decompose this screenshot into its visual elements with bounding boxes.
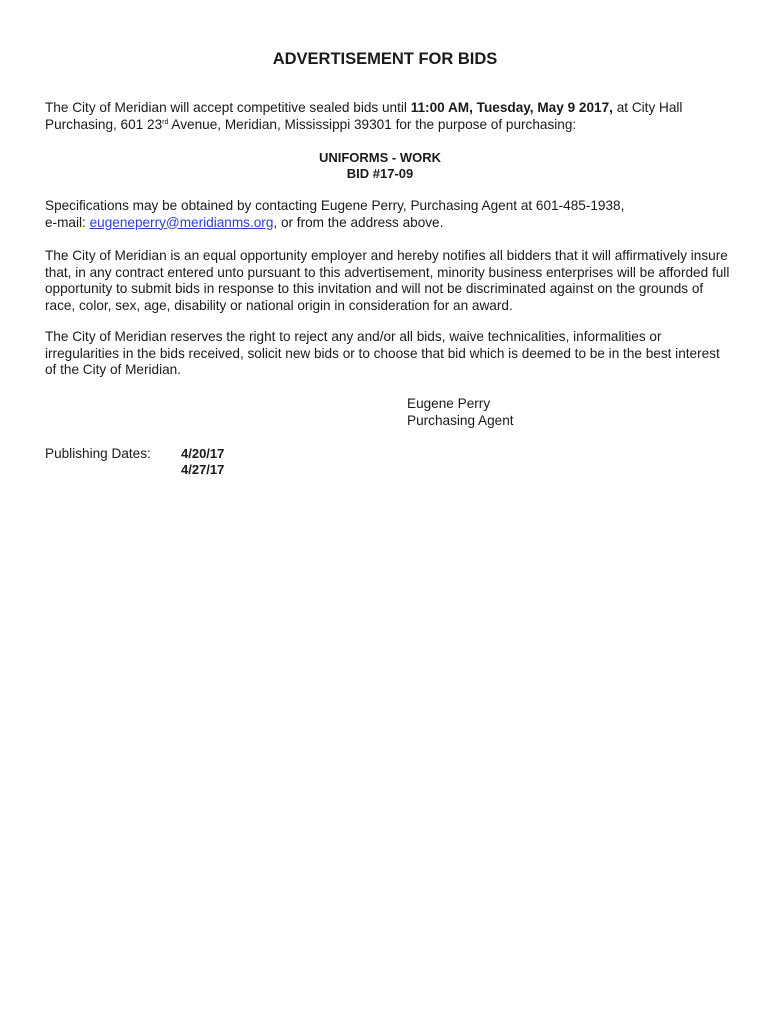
- intro-paragraph: [45, 100, 730, 133]
- publishing-date: 4/27/17: [181, 462, 225, 477]
- email-line: [45, 215, 730, 232]
- equal-opportunity-paragraph: The City of Meridian is an equal opportunity employer and hereby notifies all bidders that it will affirmatively insure that, in any contract entered unto pursuant to this advertisement, minority business enterprises will be afforded full opportunity to submit bids in response to this invitation and will not be discriminated against on the grounds of race, color, sex, age, disability or national origin in consideration for an award.: [45, 248, 730, 313]
- signature-title: Purchasing Agent: [407, 413, 514, 428]
- email-suffix: , or from the address above.: [273, 214, 444, 230]
- email-prefix: e-mail:: [45, 214, 90, 230]
- item-name: UNIFORMS - WORK: [318, 150, 442, 165]
- intro-text-mid: at City Hall Purchasing, 601 23: [45, 100, 683, 132]
- ordinal-suffix: rd: [162, 118, 169, 126]
- publishing-dates-label: Publishing Dates:: [45, 446, 151, 461]
- bid-deadline: 11:00 AM, Tuesday, May 9 2017,: [410, 100, 613, 115]
- intro-text-after: Avenue, Meridian, Mississippi 39301 for the purpose of purchasing:: [168, 116, 577, 132]
- bid-number: BID #17-09: [346, 166, 414, 181]
- publishing-date: 4/20/17: [181, 446, 225, 461]
- reservation-paragraph: The City of Meridian reserves the right to reject any and/or all bids, waive technicalities, informalities or irregularities in the bids received, solicit new bids or to choose that bid which is deemed to be in the best interest of the City of Meridian.: [45, 329, 720, 377]
- specifications-paragraph: [45, 198, 730, 231]
- email-link[interactable]: eugeneperry@meridianms.org: [89, 214, 274, 230]
- intro-text-before: The City of Meridian will accept competitive sealed bids until: [45, 100, 411, 115]
- specifications-line: Specifications may be obtained by contacting Eugene Perry, Purchasing Agent at 601-485-1938,: [45, 198, 625, 213]
- signature-name: Eugene Perry: [407, 396, 491, 411]
- page-title: ADVERTISEMENT FOR BIDS: [272, 50, 498, 68]
